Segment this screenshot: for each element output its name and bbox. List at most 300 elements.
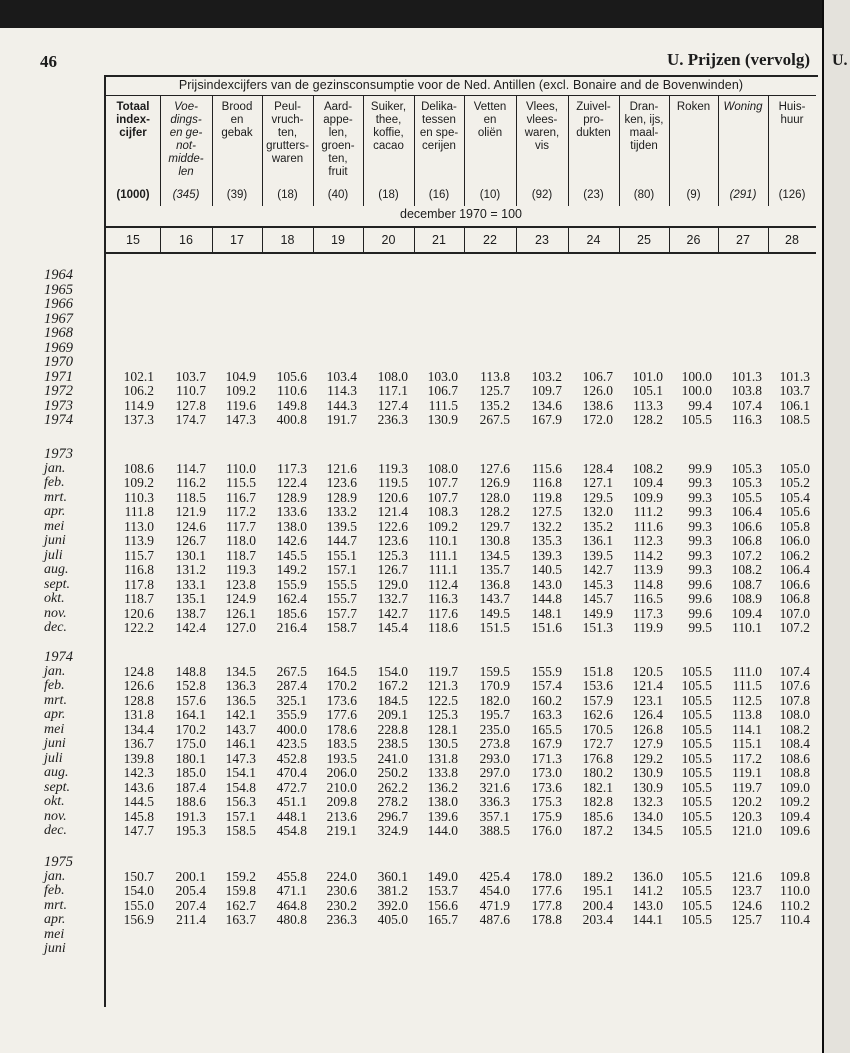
table-cell: 250.2 xyxy=(377,765,408,780)
table-cell: 134.0 xyxy=(632,808,663,824)
month-label: aug. xyxy=(44,765,69,780)
column-divider xyxy=(464,96,465,206)
month-label: jan. xyxy=(44,868,66,884)
table-cell: 102.1 xyxy=(123,368,154,384)
month-label: apr. xyxy=(44,504,66,519)
table-cell: 236.3 xyxy=(377,412,408,427)
table-cell: 191.7 xyxy=(326,412,357,427)
table-cell: 127.6 xyxy=(479,460,510,476)
table-cell: 241.0 xyxy=(377,750,408,766)
table-cell: 177.6 xyxy=(326,707,357,722)
table-cell: 130.8 xyxy=(479,533,510,548)
table-cell: 134.4 xyxy=(123,721,154,737)
table-cell: 105.5 xyxy=(681,868,712,884)
column-header xyxy=(160,96,212,204)
table-cell: 155.9 xyxy=(276,576,307,592)
table-cell: 116.2 xyxy=(176,475,206,490)
table-cell: 195.3 xyxy=(175,823,206,838)
table-cell: 170.5 xyxy=(582,721,613,737)
table-cell: 105.5 xyxy=(681,897,712,913)
month-label: juli xyxy=(44,547,63,563)
table-cell: 107.8 xyxy=(779,692,810,708)
table-cell: 132.2 xyxy=(531,518,562,534)
table-cell: 191.3 xyxy=(175,808,206,824)
column-number-divider xyxy=(516,228,517,252)
column-weight: (80) xyxy=(633,189,655,201)
table-cell: 105.5 xyxy=(681,750,712,766)
table-cell: 110.0 xyxy=(226,460,256,476)
table-cell: 108.5 xyxy=(779,412,810,427)
table-cell: 133.1 xyxy=(175,576,206,592)
table-cell: 145.3 xyxy=(582,576,613,592)
table-cell: 119.7 xyxy=(732,779,762,795)
column-header xyxy=(516,96,568,204)
table-cell: 145.8 xyxy=(123,808,154,824)
table-cell: 117.8 xyxy=(124,576,154,592)
column-number: 24 xyxy=(586,233,601,247)
table-cell: 128.8 xyxy=(123,692,154,708)
month-label: juni xyxy=(44,736,66,751)
month-label: nov. xyxy=(44,808,67,824)
month-label: okt. xyxy=(44,591,65,606)
table-cell: 262.2 xyxy=(377,779,408,795)
table-cell: 287.4 xyxy=(276,678,307,693)
table-cell: 106.6 xyxy=(779,576,810,592)
month-label: sept. xyxy=(44,576,71,592)
column-divider xyxy=(160,96,161,206)
year-label: 1972 xyxy=(44,383,73,399)
table-cell: 113.8 xyxy=(732,707,762,722)
table-cell: 178.0 xyxy=(531,868,562,884)
table-cell: 133.6 xyxy=(276,504,307,519)
table-cell: 154.8 xyxy=(225,779,256,795)
column-header xyxy=(106,96,160,204)
table-cell: 293.0 xyxy=(479,750,510,766)
table-caption: Prijsindexcijfers van de gezinsconsumptie voor de Ned. Antillen (excl. Bonaire and de Bovenwinden) xyxy=(106,76,816,96)
table-cell: 126.9 xyxy=(479,475,510,490)
table-cell: 136.1 xyxy=(582,533,613,548)
table-cell: 178.6 xyxy=(326,721,357,737)
table-cell: 200.1 xyxy=(175,868,206,884)
table-cell: 121.3 xyxy=(427,678,458,693)
table-cell: 144.1 xyxy=(632,912,663,927)
table-cell: 154.0 xyxy=(123,883,154,898)
month-label: feb. xyxy=(44,883,65,898)
table-cell: 205.4 xyxy=(175,883,206,898)
table-cell: 105.5 xyxy=(681,663,712,679)
table-cell: 230.6 xyxy=(326,883,357,898)
table-cell: 109.4 xyxy=(632,475,663,490)
table-cell: 138.0 xyxy=(427,794,458,809)
table-cell: 122.6 xyxy=(377,518,408,534)
table-cell: 125.3 xyxy=(377,547,408,563)
table-cell: 157.7 xyxy=(326,605,357,621)
table-cell: 139.6 xyxy=(427,808,458,824)
table-cell: 170.2 xyxy=(175,721,206,737)
table-cell: 128.2 xyxy=(632,412,663,427)
table-cell: 163.7 xyxy=(225,912,256,927)
table-cell: 105.5 xyxy=(681,808,712,824)
table-cell: 117.2 xyxy=(226,504,256,519)
table-cell: 105.6 xyxy=(276,368,307,384)
table-cell: 134.5 xyxy=(225,663,256,679)
table-cell: 157.9 xyxy=(582,692,613,708)
table-cell: 106.6 xyxy=(731,518,762,534)
table-cell: 158.7 xyxy=(326,620,357,635)
table-cell: 147.3 xyxy=(225,412,256,427)
running-title: U. Prijzen (vervolg) xyxy=(666,50,810,69)
year-label: 1973 xyxy=(44,446,73,462)
month-label: apr. xyxy=(44,707,66,722)
table-cell: 470.4 xyxy=(276,765,307,780)
table-cell: 105.6 xyxy=(779,504,810,519)
table-cell: 355.9 xyxy=(276,707,307,722)
table-cell: 134.5 xyxy=(479,547,510,563)
table-cell: 180.1 xyxy=(175,750,206,766)
month-label: mei xyxy=(44,518,65,534)
table-cell: 99.5 xyxy=(688,620,712,635)
table-cell: 119.5 xyxy=(378,475,408,490)
table-cell: 115.1 xyxy=(732,736,762,751)
table-cell: 106.0 xyxy=(779,533,810,548)
column-divider xyxy=(768,96,769,206)
table-cell: 182.1 xyxy=(582,779,613,795)
table-cell: 464.8 xyxy=(276,897,307,913)
column-number-divider xyxy=(464,228,465,252)
table-cell: 156.9 xyxy=(123,912,154,927)
column-weight: (39) xyxy=(226,189,248,201)
table-cell: 109.4 xyxy=(779,808,810,824)
table-cell: 216.4 xyxy=(276,620,307,635)
column-header xyxy=(619,96,669,204)
table-cell: 167.9 xyxy=(531,736,562,751)
table-cell: 126.4 xyxy=(632,707,663,722)
table-cell: 238.5 xyxy=(377,736,408,751)
table-cell: 178.8 xyxy=(531,912,562,927)
year-label: 1967 xyxy=(44,310,73,327)
column-number: 28 xyxy=(785,233,799,247)
table-cell: 146.1 xyxy=(225,736,256,751)
table-cell: 452.8 xyxy=(276,750,307,766)
table-cell: 124.6 xyxy=(175,518,206,534)
table-cell: 174.7 xyxy=(175,412,206,427)
table-cell: 120.5 xyxy=(632,663,663,679)
column-number: 20 xyxy=(381,233,396,247)
table-cell: 149.8 xyxy=(276,397,307,413)
table-cell: 144.7 xyxy=(326,533,357,548)
table-cell: 160.2 xyxy=(531,692,562,708)
column-header-label: Woning xyxy=(723,101,763,113)
table-cell: 120.6 xyxy=(123,605,154,621)
table-cell: 159.5 xyxy=(479,663,510,679)
table-cell: 123.6 xyxy=(326,475,357,490)
table-cell: 131.8 xyxy=(123,707,154,722)
column-header xyxy=(768,96,816,204)
month-label: jan. xyxy=(44,460,66,476)
table-cell: 130.9 xyxy=(632,765,663,780)
table-cell: 108.4 xyxy=(779,736,810,751)
page-number: 46 xyxy=(40,52,57,71)
month-label: jan. xyxy=(44,663,66,679)
year-label: 1966 xyxy=(44,296,73,312)
table-cell: 210.0 xyxy=(326,779,357,795)
table-cell: 155.1 xyxy=(326,547,357,563)
table-cell: 110.2 xyxy=(780,897,810,913)
column-header-label: Vetten en oliën xyxy=(473,101,507,139)
table-cell: 116.5 xyxy=(633,591,663,606)
month-label: okt. xyxy=(44,794,65,809)
table-cell: 130.9 xyxy=(632,779,663,795)
month-label: sept. xyxy=(44,779,71,795)
table-cell: 105.5 xyxy=(681,678,712,693)
table-cell: 180.2 xyxy=(582,765,613,780)
table-cell: 297.0 xyxy=(479,765,510,780)
table-cell: 136.0 xyxy=(632,868,663,884)
table-cell: 117.1 xyxy=(378,383,408,398)
table-cell: 176.8 xyxy=(582,750,613,766)
table-cell: 110.3 xyxy=(124,489,154,505)
table-cell: 106.8 xyxy=(779,591,810,606)
year-label: 1970 xyxy=(44,354,73,370)
column-number: 18 xyxy=(280,233,295,247)
table-cell: 108.9 xyxy=(731,591,762,606)
table-cell: 115.7 xyxy=(124,547,154,563)
base-period: december 1970 = 100 xyxy=(400,207,522,221)
table-cell: 122.5 xyxy=(427,692,458,708)
table-cell: 278.2 xyxy=(377,794,408,809)
table-cell: 113.9 xyxy=(633,562,663,577)
month-label: juni xyxy=(44,533,66,548)
month-label: mei xyxy=(44,926,65,942)
table-cell: 105.5 xyxy=(681,692,712,708)
year-label: 1973 xyxy=(44,397,73,414)
table-cell: 149.9 xyxy=(582,605,613,621)
table-cell: 139.3 xyxy=(531,547,562,563)
table-cell: 106.4 xyxy=(779,562,810,577)
table-cell: 126.6 xyxy=(123,678,154,693)
table-cell: 108.8 xyxy=(779,765,810,780)
month-label: juni xyxy=(44,941,66,956)
table-cell: 185.6 xyxy=(276,605,307,621)
table-cell: 175.0 xyxy=(175,736,206,751)
table-cell: 150.7 xyxy=(123,868,154,884)
table-cell: 121.9 xyxy=(175,504,206,519)
table-cell: 108.2 xyxy=(731,562,762,577)
table-cell: 116.3 xyxy=(732,412,762,427)
table-cell: 136.5 xyxy=(225,692,256,708)
column-number: 23 xyxy=(535,233,549,247)
column-header-label: Voe- dings- en ge- not- midde- len xyxy=(168,101,204,178)
table-cell: 167.9 xyxy=(531,412,562,427)
table-cell: 162.4 xyxy=(276,591,307,606)
month-label: dec. xyxy=(44,620,67,635)
table-cell: 480.8 xyxy=(276,912,307,927)
column-number-divider xyxy=(363,228,364,252)
table-cell: 114.1 xyxy=(732,721,762,737)
table-cell: 116.8 xyxy=(124,562,154,577)
table-cell: 104.9 xyxy=(225,368,256,384)
table-cell: 106.2 xyxy=(123,383,154,398)
table-cell: 157.4 xyxy=(531,678,562,693)
table-cell: 145.5 xyxy=(276,547,307,563)
table-cell: 273.8 xyxy=(479,736,510,751)
table-cell: 119.7 xyxy=(428,663,458,679)
table-cell: 336.3 xyxy=(479,794,510,809)
table-cell: 173.6 xyxy=(326,692,357,708)
table-cell: 110.4 xyxy=(780,912,810,927)
column-header xyxy=(212,96,262,204)
table-cell: 177.6 xyxy=(531,883,562,898)
column-weight: (23) xyxy=(583,189,604,201)
table-cell: 143.6 xyxy=(123,779,154,795)
table-cell: 111.5 xyxy=(732,678,762,693)
month-label: mrt. xyxy=(44,692,67,708)
column-header-label: Aard- appe- len, groen- ten, fruit xyxy=(321,101,355,178)
column-header-label: Delika- tessen en spe- cerijen xyxy=(419,101,459,152)
table-cell: 213.6 xyxy=(326,808,357,824)
column-weight: (10) xyxy=(479,189,501,201)
table-cell: 119.3 xyxy=(378,460,408,476)
table-cell: 99.6 xyxy=(688,605,712,621)
table-cell: 182.0 xyxy=(479,692,510,708)
table-cell: 187.4 xyxy=(175,779,206,795)
table-cell: 126.7 xyxy=(377,562,408,577)
table-cell: 111.6 xyxy=(633,518,663,534)
table-cell: 121.4 xyxy=(377,504,408,519)
column-weight: (40) xyxy=(327,189,349,201)
table-cell: 116.7 xyxy=(226,489,256,505)
table-cell: 139.5 xyxy=(582,547,613,563)
table-cell: 235.0 xyxy=(479,721,510,737)
table-cell: 118.0 xyxy=(226,533,256,548)
table-cell: 135.2 xyxy=(582,518,613,534)
table-cell: 99.3 xyxy=(688,533,712,548)
column-header-label: Vlees, vlees- waren, vis xyxy=(524,101,560,152)
column-weight: (291) xyxy=(729,189,757,201)
table-cell: 113.9 xyxy=(124,533,154,548)
table-cell: 267.5 xyxy=(479,412,510,427)
table-cell: 107.4 xyxy=(779,663,810,679)
table-cell: 110.0 xyxy=(780,883,810,898)
column-header xyxy=(363,96,414,204)
table-cell: 105.2 xyxy=(779,475,810,490)
column-weight: (92) xyxy=(531,189,553,201)
year-label: 1965 xyxy=(44,281,73,298)
table-cell: 170.9 xyxy=(479,678,510,693)
table-cell: 105.5 xyxy=(681,707,712,722)
table-cell: 116.8 xyxy=(532,475,562,490)
column-number-divider xyxy=(262,228,263,252)
adjacent-page-edge xyxy=(822,0,850,1053)
table-cell: 109.2 xyxy=(779,794,810,809)
table-cell: 175.3 xyxy=(531,794,562,809)
table-cell: 124.6 xyxy=(731,897,762,913)
table-cell: 136.8 xyxy=(479,576,510,592)
month-label: mrt. xyxy=(44,897,67,913)
table-cell: 142.1 xyxy=(225,707,256,722)
table-cell: 454.8 xyxy=(276,823,307,838)
table-cell: 109.8 xyxy=(779,868,810,884)
table-cell: 120.6 xyxy=(377,489,408,505)
table-cell: 200.4 xyxy=(582,897,613,913)
table-cell: 185.6 xyxy=(582,808,613,824)
year-label: 1964 xyxy=(44,267,73,283)
table-cell: 109.2 xyxy=(123,475,154,490)
table-cell: 157.1 xyxy=(326,562,357,577)
table-cell: 193.5 xyxy=(326,750,357,766)
table-cell: 115.5 xyxy=(226,475,256,490)
column-header xyxy=(414,96,464,204)
table-cell: 156.6 xyxy=(427,897,458,913)
table-cell: 105.3 xyxy=(731,475,762,490)
table-cell: 400.8 xyxy=(276,412,307,427)
table-cell: 164.5 xyxy=(326,663,357,679)
table-cell: 189.2 xyxy=(582,868,613,884)
table-cell: 101.3 xyxy=(731,368,762,384)
table-cell: 162.7 xyxy=(225,897,256,913)
table-cell: 105.5 xyxy=(681,794,712,809)
table-cell: 125.3 xyxy=(427,707,458,722)
column-weight: (1000) xyxy=(116,189,150,201)
table-cell: 155.0 xyxy=(123,897,154,913)
table-cell: 103.7 xyxy=(175,368,206,384)
table-cell: 105.1 xyxy=(632,383,663,398)
table-cell: 100.0 xyxy=(681,368,712,384)
table-cell: 99.3 xyxy=(688,562,712,577)
table-cell: 105.4 xyxy=(779,489,810,505)
table-cell: 423.5 xyxy=(276,736,307,751)
table-cell: 141.2 xyxy=(632,883,663,898)
table-cell: 119.1 xyxy=(732,765,762,780)
table-cell: 99.3 xyxy=(688,518,712,534)
column-number-divider xyxy=(619,228,620,252)
table-cell: 101.3 xyxy=(779,368,810,384)
table-cell: 472.7 xyxy=(276,779,307,795)
column-number: 25 xyxy=(637,233,651,247)
table-cell: 139.8 xyxy=(123,750,154,766)
table-cell: 117.3 xyxy=(277,460,307,476)
table-cell: 99.6 xyxy=(688,591,712,606)
table-cell: 103.0 xyxy=(427,368,458,384)
table-cell: 471.9 xyxy=(479,897,510,913)
table-cell: 147.7 xyxy=(123,823,154,838)
table-cell: 128.2 xyxy=(479,504,510,519)
table-cell: 130.5 xyxy=(427,736,458,751)
table-cell: 142.7 xyxy=(582,562,613,577)
table-cell: 172.0 xyxy=(582,412,613,427)
table-cell: 99.6 xyxy=(688,576,712,592)
table-cell: 105.5 xyxy=(731,489,762,505)
table-cell: 130.1 xyxy=(175,547,206,563)
table-cell: 187.2 xyxy=(582,823,613,838)
table-cell: 134.6 xyxy=(531,397,562,413)
table-cell: 117.7 xyxy=(226,518,256,534)
column-weight: (126) xyxy=(778,189,806,201)
column-header xyxy=(313,96,363,204)
table-cell: 127.0 xyxy=(225,620,256,635)
table-cell: 153.6 xyxy=(582,678,613,693)
table-cell: 135.1 xyxy=(175,591,206,606)
table-cell: 157.1 xyxy=(225,808,256,824)
table-cell: 99.3 xyxy=(688,547,712,563)
table-cell: 163.3 xyxy=(531,707,562,722)
table-cell: 182.8 xyxy=(582,794,613,809)
table-cell: 126.8 xyxy=(632,721,663,737)
table-cell: 119.6 xyxy=(226,397,256,413)
table-cell: 142.7 xyxy=(377,605,408,621)
table-cell: 109.0 xyxy=(779,779,810,795)
column-weight: (16) xyxy=(428,189,450,201)
